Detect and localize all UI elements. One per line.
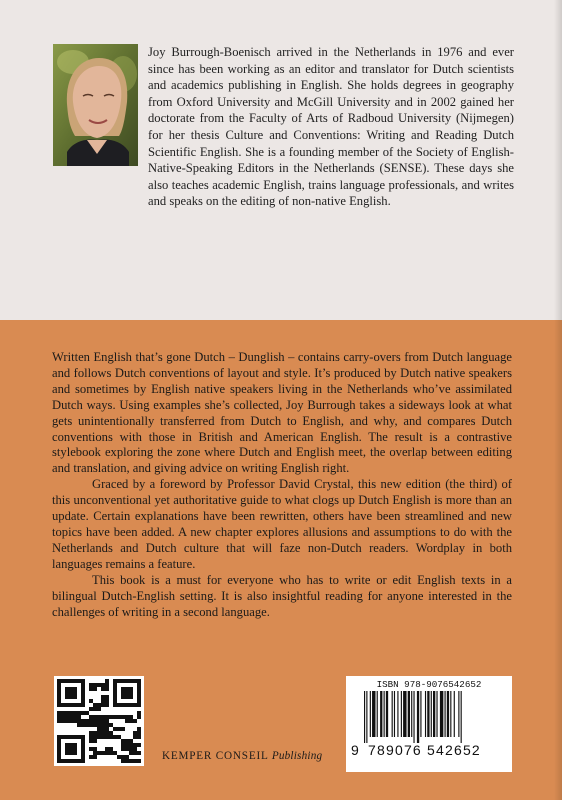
blurb-panel — [0, 320, 562, 800]
isbn-label: ISBN 978-9076542652 — [376, 679, 482, 690]
qr-code-image — [57, 679, 141, 763]
blurb-paragraph-1: Written English that’s gone Dutch – Dunglish – contains carry-overs from Dutch language and follows Dutch conventions of layout and style. It’s produced by Dutch native speakers and sometimes by English native speakers living in the Netherlands who’ve assimilated Dutch ways. Using examples she’s collected, Joy Burrough takes a sideways look at what gets unintentionally transferred from Dutch to English, and why, and compares Dutch conventions with those in British and American English. The result is a contrastive stylebook exploring the zone where Dutch and English meet, the overlap between editing and translation, and giving advice on writing English right. — [52, 350, 512, 476]
cover-edge-shadow — [554, 0, 562, 800]
publisher-imprint — [162, 750, 322, 762]
author-bio: Joy Burrough-Boenisch arrived in the Netherlands in 1976 and ever since has been working as an editor and translator for Dutch scientists and academics publishing in English. She holds degrees in geography from Oxford University and McGill University and in 2002 gained her doctorate from the Faculty of Arts of Radboud University (Nijmegen) for her thesis Culture and Conventions: Writing and Reading Dutch Scientific English. She is a founding member of the Society of English-Native-Speaking Editors in the Netherlands (SENSE). These days she also teaches academic English, trains language professionals, and writes and speaks on the editing of non-native English. — [148, 45, 514, 209]
publisher-name: KEMPER CONSEIL — [162, 750, 269, 762]
author-section — [0, 0, 562, 320]
author-portrait-image — [53, 44, 138, 166]
blurb-paragraph-2: Graced by a foreword by Professor David Crystal, this new edition (the third) of this unconventional yet authoritative guide to what clogs up Dutch English is more than an update. Certain explanations have been rewritten, others have been streamlined and new topics have been added. A new chapter explores allusions and assumptions to do with the Netherlands and Dutch culture that will faze non-Dutch readers. Wordplay in both languages remains a feature. — [52, 477, 512, 571]
blurb-paragraph-3: This book is a must for everyone who has to write or edit English texts in a bilingual Dutch-English setting. It is also insightful reading for anyone interested in the challenges of writing in a second language. — [52, 572, 512, 619]
book-description — [52, 350, 512, 620]
publisher-suffix: Publishing — [271, 750, 323, 762]
isbn-barcode — [346, 676, 512, 772]
qr-code — [54, 676, 144, 766]
barcode-digits: 789076 542652 — [368, 742, 481, 758]
barcode-lead-digit: 9 — [351, 742, 359, 758]
author-photo — [53, 44, 138, 166]
